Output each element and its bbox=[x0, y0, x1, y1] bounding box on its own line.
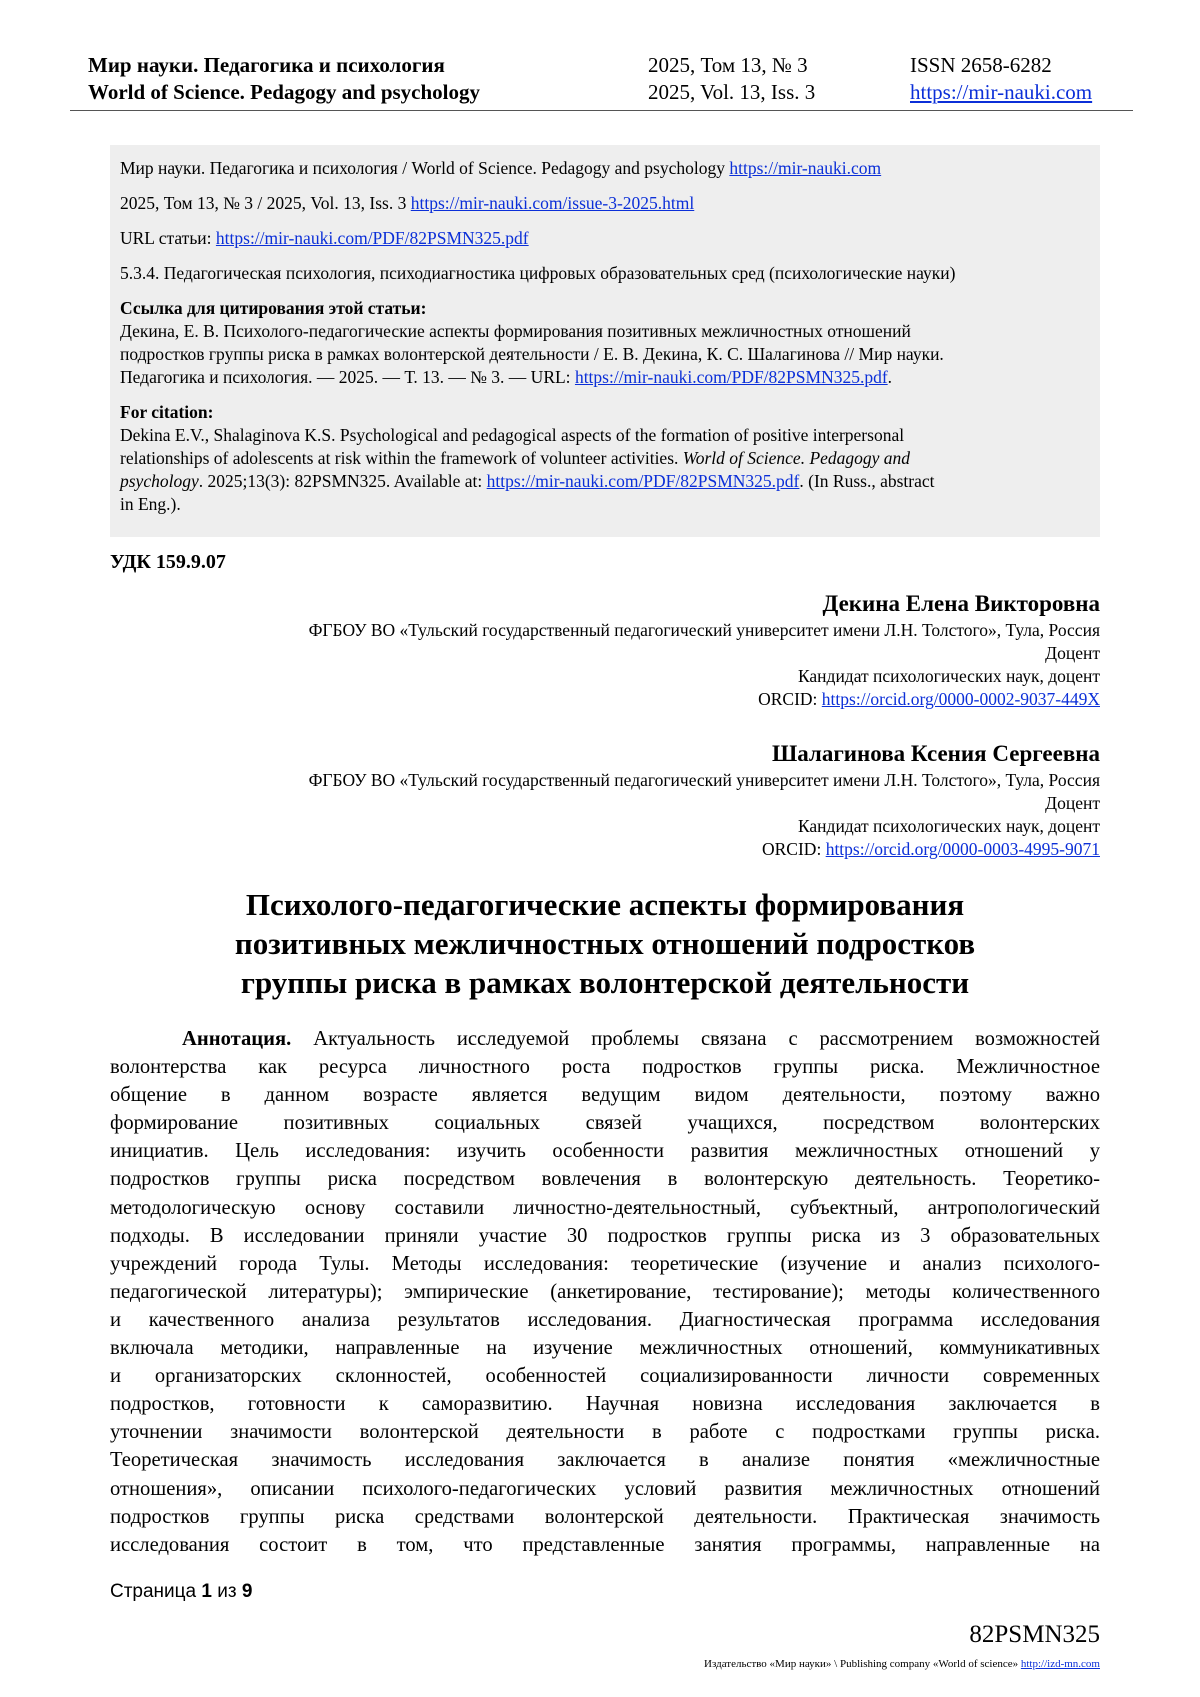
citation-en-link[interactable]: https://mir-nauki.com/PDF/82PSMN325.pdf bbox=[486, 471, 800, 491]
abstract-line: и организаторских склонностей, особенностей социализированности личности современных bbox=[110, 1365, 1100, 1388]
author-position: Доцент bbox=[1045, 793, 1100, 813]
abstract-line: формирование позитивных социальных связей учащихся, посредством волонтерских bbox=[110, 1112, 1100, 1135]
orcid-link[interactable]: https://orcid.org/0000-0002-9037-449X bbox=[821, 689, 1100, 709]
citation-ru-heading: Ссылка для цитирования этой статьи: bbox=[120, 298, 427, 318]
infobox-issue-line: 2025, Том 13, № 3 / 2025, Vol. 13, Iss. 3 https://mir-nauki.com/issue-3-2025.html bbox=[120, 193, 695, 213]
abstract-line: включала методики, направленные на изучение межличностных отношений, коммуникативных bbox=[110, 1337, 1100, 1360]
orcid-link[interactable]: https://orcid.org/0000-0003-4995-9071 bbox=[825, 839, 1100, 859]
udk-code: УДК 159.9.07 bbox=[110, 551, 226, 573]
citation-ru-link[interactable]: https://mir-nauki.com/PDF/82PSMN325.pdf bbox=[574, 367, 888, 387]
author-degree: Кандидат психологических наук, доцент bbox=[797, 666, 1100, 686]
publisher-link[interactable]: http://izd-mn.com bbox=[1020, 1658, 1100, 1670]
citation-en-url-line: psychology. 2025;13(3): 82PSMN325. Available at: https://mir-nauki.com/PDF/82PSMN325.pdf. (In Russ., abstract bbox=[120, 471, 935, 491]
author-affiliation: ФГБОУ ВО «Тульский государственный педагогический университет имени Л.Н. Толстого», Тула, Россия bbox=[308, 620, 1100, 640]
abstract-line: Аннотация. Актуальность исследуемой проблемы связана с рассмотрением возможностей bbox=[182, 1028, 1100, 1050]
abstract-line: общение в данном возрасте является ведущим видом деятельности, поэтому важно bbox=[110, 1084, 1100, 1107]
author-block bbox=[309, 589, 1100, 711]
abstract-line: педагогической литературы); эмпирические (анкетирование, тестирование); методы количественного bbox=[110, 1280, 1100, 1303]
publisher-line: Издательство «Мир науки» \ Publishing company «World of science» http://izd-mn.com bbox=[704, 1658, 1100, 1670]
infobox-journal-line: Мир науки. Педагогика и психология / World of Science. Pedagogy and psychology https://mir-nauki.com bbox=[120, 158, 882, 178]
citation-en-heading: For citation: bbox=[120, 402, 214, 422]
article-code: 82PSMN325 bbox=[969, 1621, 1100, 1648]
abstract-line: Теоретическая значимость исследования заключается в анализе понятия «межличностные bbox=[110, 1449, 1100, 1472]
abstract-line: подростков, готовности к саморазвитию. Научная новизна исследования заключается в bbox=[110, 1393, 1100, 1416]
issn-block: ISSN 2658-6282 https://mir-nauki.com bbox=[910, 53, 1093, 104]
author-degree: Кандидат психологических наук, доцент bbox=[797, 816, 1100, 836]
author-orcid: ORCID: https://orcid.org/0000-0003-4995-9071 bbox=[762, 839, 1100, 859]
abstract-line: подростков группы риска посредством вовлечения в волонтерскую деятельность. Теоретико- bbox=[110, 1168, 1100, 1191]
author-block bbox=[309, 739, 1100, 861]
journal-site-link[interactable]: https://mir-nauki.com bbox=[910, 80, 1093, 104]
author-position: Доцент bbox=[1045, 643, 1100, 663]
citation-infobox: Мир науки. Педагогика и психология / World of Science. Pedagogy and psychology https://mir-nauki.com 2025, Том 13, № 3 / 2025, Vol. 13, Iss. 3 https://mir-nauki.com/issue-3-2025.html URL статьи: https://mir-nauki.com/PDF/82PSMN325.pdf 5.3.4. Педагогическая психология, психодиагностика цифровых образовательных сред (психологические науки) Ссылка для цитирования этой статьи: Декина, Е. В. Психолого-педагогические аспекты формирования позитивных межличностных отношений подростков группы риска в рамках волонтерской деятельности / Е. В. Декина, К. С. Шалагинова // Мир науки. Педагогика и психология. — 2025. — Т. 13. — № 3. — URL: https://mir-nauki.com/PDF/82PSMN325.pdf. For citation: Dekina E.V., Shalaginova K.S. Psychological and pedagogical aspects of the formation of positive interpersonal relationships of adolescents at risk within the framework of volunteer activities. World of Science. Pedagogy and psychology. 2025;13(3): 82PSMN325. Available at: https://mir-nauki.com/PDF/82PSMN325.pdf. (In Russ., abstract in Eng.). bbox=[110, 145, 1100, 537]
journal-title: Мир науки. Педагогика и психология World of Science. Pedagogy and psychology bbox=[88, 53, 481, 104]
issue-link[interactable]: https://mir-nauki.com/issue-3-2025.html bbox=[410, 193, 695, 213]
abstract-line: отношения», описании психолого-педагогических условий развития межличностных отношений bbox=[110, 1477, 1100, 1500]
abstract-line: методологическую основу составили личностно-деятельностный, субъектный, антропологический bbox=[110, 1196, 1100, 1219]
issue-info: 2025, Том 13, № 3 2025, Vol. 13, Iss. 3 bbox=[648, 53, 816, 104]
page-number: Страница 1 из 9 bbox=[110, 1581, 253, 1602]
infobox-url-line: URL статьи: https://mir-nauki.com/PDF/82PSMN325.pdf bbox=[120, 228, 529, 248]
citation-ru-url-line: Педагогика и психология. — 2025. — Т. 13. — № 3. — URL: https://mir-nauki.com/PDF/82PSMN325.pdf. bbox=[120, 367, 893, 387]
abstract-line: исследования состоит в том, что представленные занятия программы, направленные на bbox=[110, 1533, 1100, 1556]
infobox-specialty-line: 5.3.4. Педагогическая психология, психодиагностика цифровых образовательных сред (психологические науки) bbox=[120, 263, 956, 283]
abstract-line: подростков группы риска средствами волонтерской деятельности. Практическая значимость bbox=[110, 1505, 1100, 1528]
article-title: Психолого-педагогические аспекты формирования позитивных межличностных отношений подростков группы риска в рамках волонтерской деятельности bbox=[234, 887, 976, 1000]
abstract-line: учреждений города Тулы. Методы исследования: теоретические (изучение и анализ психолого- bbox=[110, 1252, 1100, 1275]
abstract-label: Аннотация. bbox=[182, 1028, 292, 1050]
abstract-line: инициатив. Цель исследования: изучить особенности развития межличностных отношений у bbox=[110, 1140, 1100, 1163]
author-name: Декина Елена Викторовна bbox=[822, 591, 1100, 616]
article-pdf-link[interactable]: https://mir-nauki.com/PDF/82PSMN325.pdf bbox=[215, 228, 529, 248]
abstract bbox=[110, 1025, 1100, 1559]
abstract-line: волонтерства как ресурса личностного роста подростков группы риска. Межличностное bbox=[110, 1056, 1100, 1079]
journal-link[interactable]: https://mir-nauki.com bbox=[729, 158, 882, 178]
running-header bbox=[88, 52, 1133, 110]
author-orcid: ORCID: https://orcid.org/0000-0002-9037-449X bbox=[758, 689, 1100, 709]
abstract-line: уточнении значимости волонтерской деятельности в работе с подростками группы риска. bbox=[110, 1421, 1100, 1444]
abstract-line: подходы. В исследовании приняли участие 30 подростков группы риска из 3 образовательных bbox=[110, 1224, 1100, 1247]
author-affiliation: ФГБОУ ВО «Тульский государственный педагогический университет имени Л.Н. Толстого», Тула, Россия bbox=[308, 770, 1100, 790]
header-divider bbox=[70, 110, 1133, 111]
author-name: Шалагинова Ксения Сергеевна bbox=[771, 741, 1100, 766]
abstract-line: и качественного анализа результатов исследования. Диагностическая программа исследования bbox=[110, 1308, 1100, 1331]
